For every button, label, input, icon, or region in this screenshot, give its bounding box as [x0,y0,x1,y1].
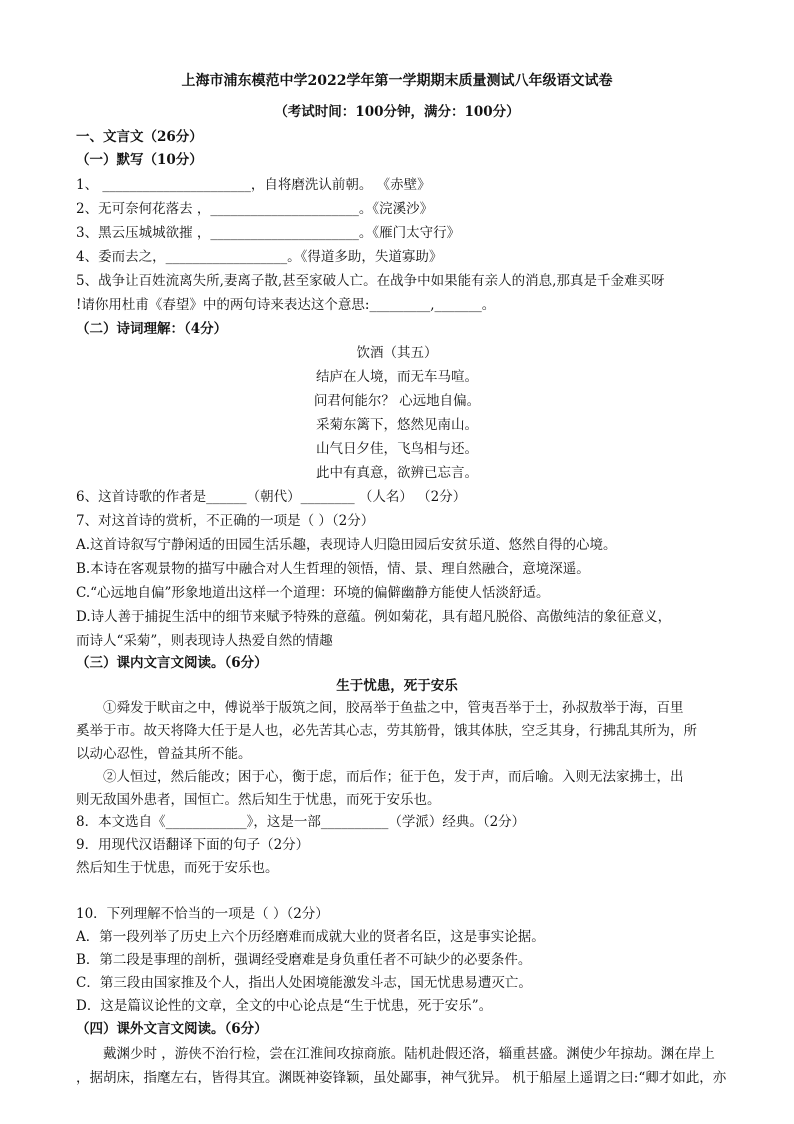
extra-passage-cont: ，据胡床，指麾左右，皆得其宜。渊既神姿锋颖，虽处鄙事，神气犹异。 机于船屋上遥谓之曰:“卿才如此，亦 [76,1070,727,1086]
subsection-heading: （二）诗词理解：（4分） [76,321,228,337]
poem-line: 采菊东篱下，悠然见南山。 [316,417,478,433]
question-9: 9．用现代汉语翻译下面的句子（2分） [76,837,310,853]
option-b: B.本诗在客观景物的描写中融合对人生哲理的领悟，情、景、理自然融合，意境深遥。 [76,561,590,577]
passage-title: 生于忧患，死于安乐 [336,678,458,694]
subsection-heading: （一）默写（10分） [76,152,203,168]
option-d-cont: 而诗人“采菊”，则表现诗人热爱自然的情趣 [76,633,333,649]
question-3: 3、黑云压城城欲摧 ，______________________。《雁门太守行》 [76,225,461,241]
option-a: A．第一段列举了历史上六个历经磨难而成就大业的贤者名臣，这是事实论据。 [76,929,545,945]
passage-paragraph-2: ②人恒过，然后能改；困于心，衡于虑，而后作；征于色，发于声，而后喻。入则无法家拂士，出 [103,769,684,785]
passage-paragraph-1-cont: 奚举于市。故天将降大任于是人也，必先苦其心志，劳其筋骨，饿其体肤，空乏其身，行拂乱其所为，所 [76,723,697,739]
question-5: 5、战争让百姓流离失所,妻离子散,甚至家破人亡。在战争中如果能有亲人的消息,那真是千金难买呀 [76,273,665,289]
poem-line: 山气日夕佳，飞鸟相与还。 [316,441,478,457]
subsection-heading: （三）课内文言文阅读。（6分） [76,655,268,671]
passage-paragraph-1: ①舜发于畎亩之中，傅说举于版筑之间，胶鬲举于鱼盐之中，管夷吾举于士，孙叔敖举于海，百里 [103,700,684,716]
option-a: A.这首诗叙写宁静闲适的田园生活乐趣，表现诗人归隐田园后安贫乐道、悠然自得的心境。 [76,537,617,553]
question-5-cont: !请你用杜甫《春望》中的两句诗来表达这个意思:_________,_______。 [76,297,496,313]
question-2: 2、无可奈何花落去 ，______________________。《浣溪沙》 [76,201,434,217]
question-1: 1、 ______________________，自将磨洗认前朝。 《赤壁》 [76,177,431,193]
option-b: B．第二段是事理的剖析，强调经受磨难是身负重任者不可缺少的必要条件。 [76,952,532,968]
exam-subtitle: （考试时间：100分钟，满分：100分） [274,104,520,120]
subsection-heading: （四）课外文言文阅读。（6分） [76,1021,268,1037]
option-c: C.“心远地自偏”形象地道出这样一个道理：环境的偏僻幽静方能使人恬淡舒适。 [76,585,550,601]
question-4: 4、委而去之，__________________。《得道多助，失道寡助》 [76,249,443,265]
question-7: 7、对这首诗的赏析，不正确的一项是（ ）（2分） [76,513,375,529]
question-8: 8．本文选自《____________》，这是一部__________（学派）经典。（2分） [76,814,526,830]
passage-paragraph-1-cont: 以动心忍性，曾益其所不能。 [76,746,252,762]
poem-title: 饮酒（其五） [356,345,438,361]
section-heading: 一、文言文（26分） [76,129,203,145]
poem-line: 此中有真意，欲辨已忘言。 [316,465,478,481]
passage-paragraph-2-cont: 则无敌国外患者，国恒亡。然后知生于忧患，而死于安乐也。 [76,792,441,808]
option-c: C．第三段由国家推及个人，指出人处困境能激发斗志，国无忧患易遭灭亡。 [76,975,532,991]
exam-title: 上海市浦东模范中学2022学年第一学期期末质量测试八年级语文试卷 [181,73,613,89]
extra-passage: 戴渊少时 ，游侠不治行检，尝在江淮间攻掠商旅。陆机赴假还洛，辎重甚盛。渊使少年掠劫。渊在岸上 [103,1046,715,1062]
poem-line: 问君何能尔？ 心远地自偏。 [313,393,481,409]
question-9-sentence: 然后知生于忧患，而死于安乐也。 [76,860,279,876]
option-d: D.诗人善于捕捉生活中的细节来赋予特殊的意蕴。例如菊花，具有超凡脱俗、高傲纯洁的象征意义， [76,609,672,625]
poem-line: 结庐在人境，而无车马喧。 [316,369,478,385]
option-d: D．这是篇议论性的文章，全文的中心论点是“生于忧患，死于安乐”。 [76,998,493,1014]
question-10: 10．下列理解不恰当的一项是（ ）（2分） [76,906,329,922]
question-6: 6、这首诗歌的作者是______（朝代）________ （人名） （2分） [76,489,467,505]
